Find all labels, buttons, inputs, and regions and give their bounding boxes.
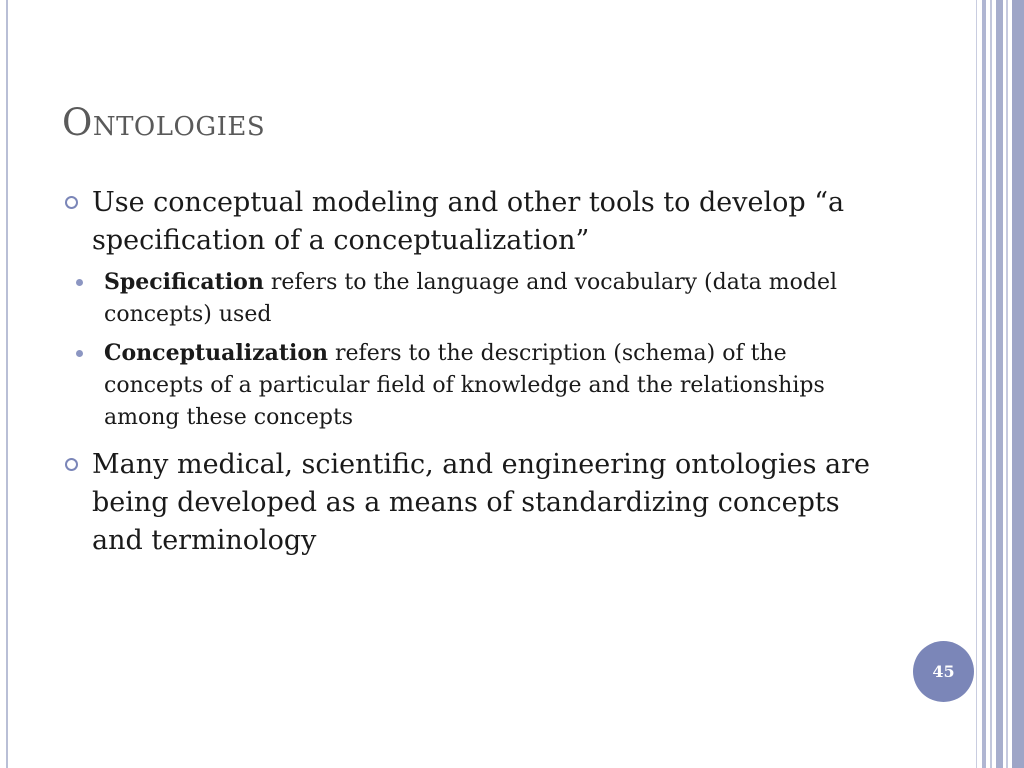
filled-dot-icon [76,279,83,286]
filled-dot-icon [76,350,83,357]
right-decorative-stripes [976,0,1024,768]
stripe [1006,0,1008,768]
stripe [990,0,992,768]
sub-bullet-item [62,337,882,434]
hollow-circle-icon [65,196,78,209]
hollow-circle-icon [65,458,78,471]
slide-title: Ontologies [62,101,266,144]
stripe [996,0,1003,768]
bullet-item [62,446,882,560]
sub-bullet-text: refers to the description (schema) of the concepts of a particular field of knowledge and the relationships among these concepts [104,341,825,430]
sub-bullet-item [62,266,882,331]
page-number-badge: 45 [913,641,974,702]
bullet-text: Many medical, scientific, and engineering ontologies are being developed as a means of standardizing concepts and terminology [92,449,870,556]
sub-bullet-text: refers to the language and vocabulary (data model concepts) used [104,270,838,327]
sub-bullet-term: Conceptualization [104,340,329,366]
stripe [976,0,977,768]
sub-bullet-term: Specification [104,269,264,295]
bullet-text: Use conceptual modeling and other tools to develop “a specification of a conceptualization” [92,187,845,256]
bullet-item [62,184,882,260]
left-frame-line [6,0,8,768]
stripe [1012,0,1024,768]
bullet-list [62,184,882,566]
stripe [982,0,986,768]
